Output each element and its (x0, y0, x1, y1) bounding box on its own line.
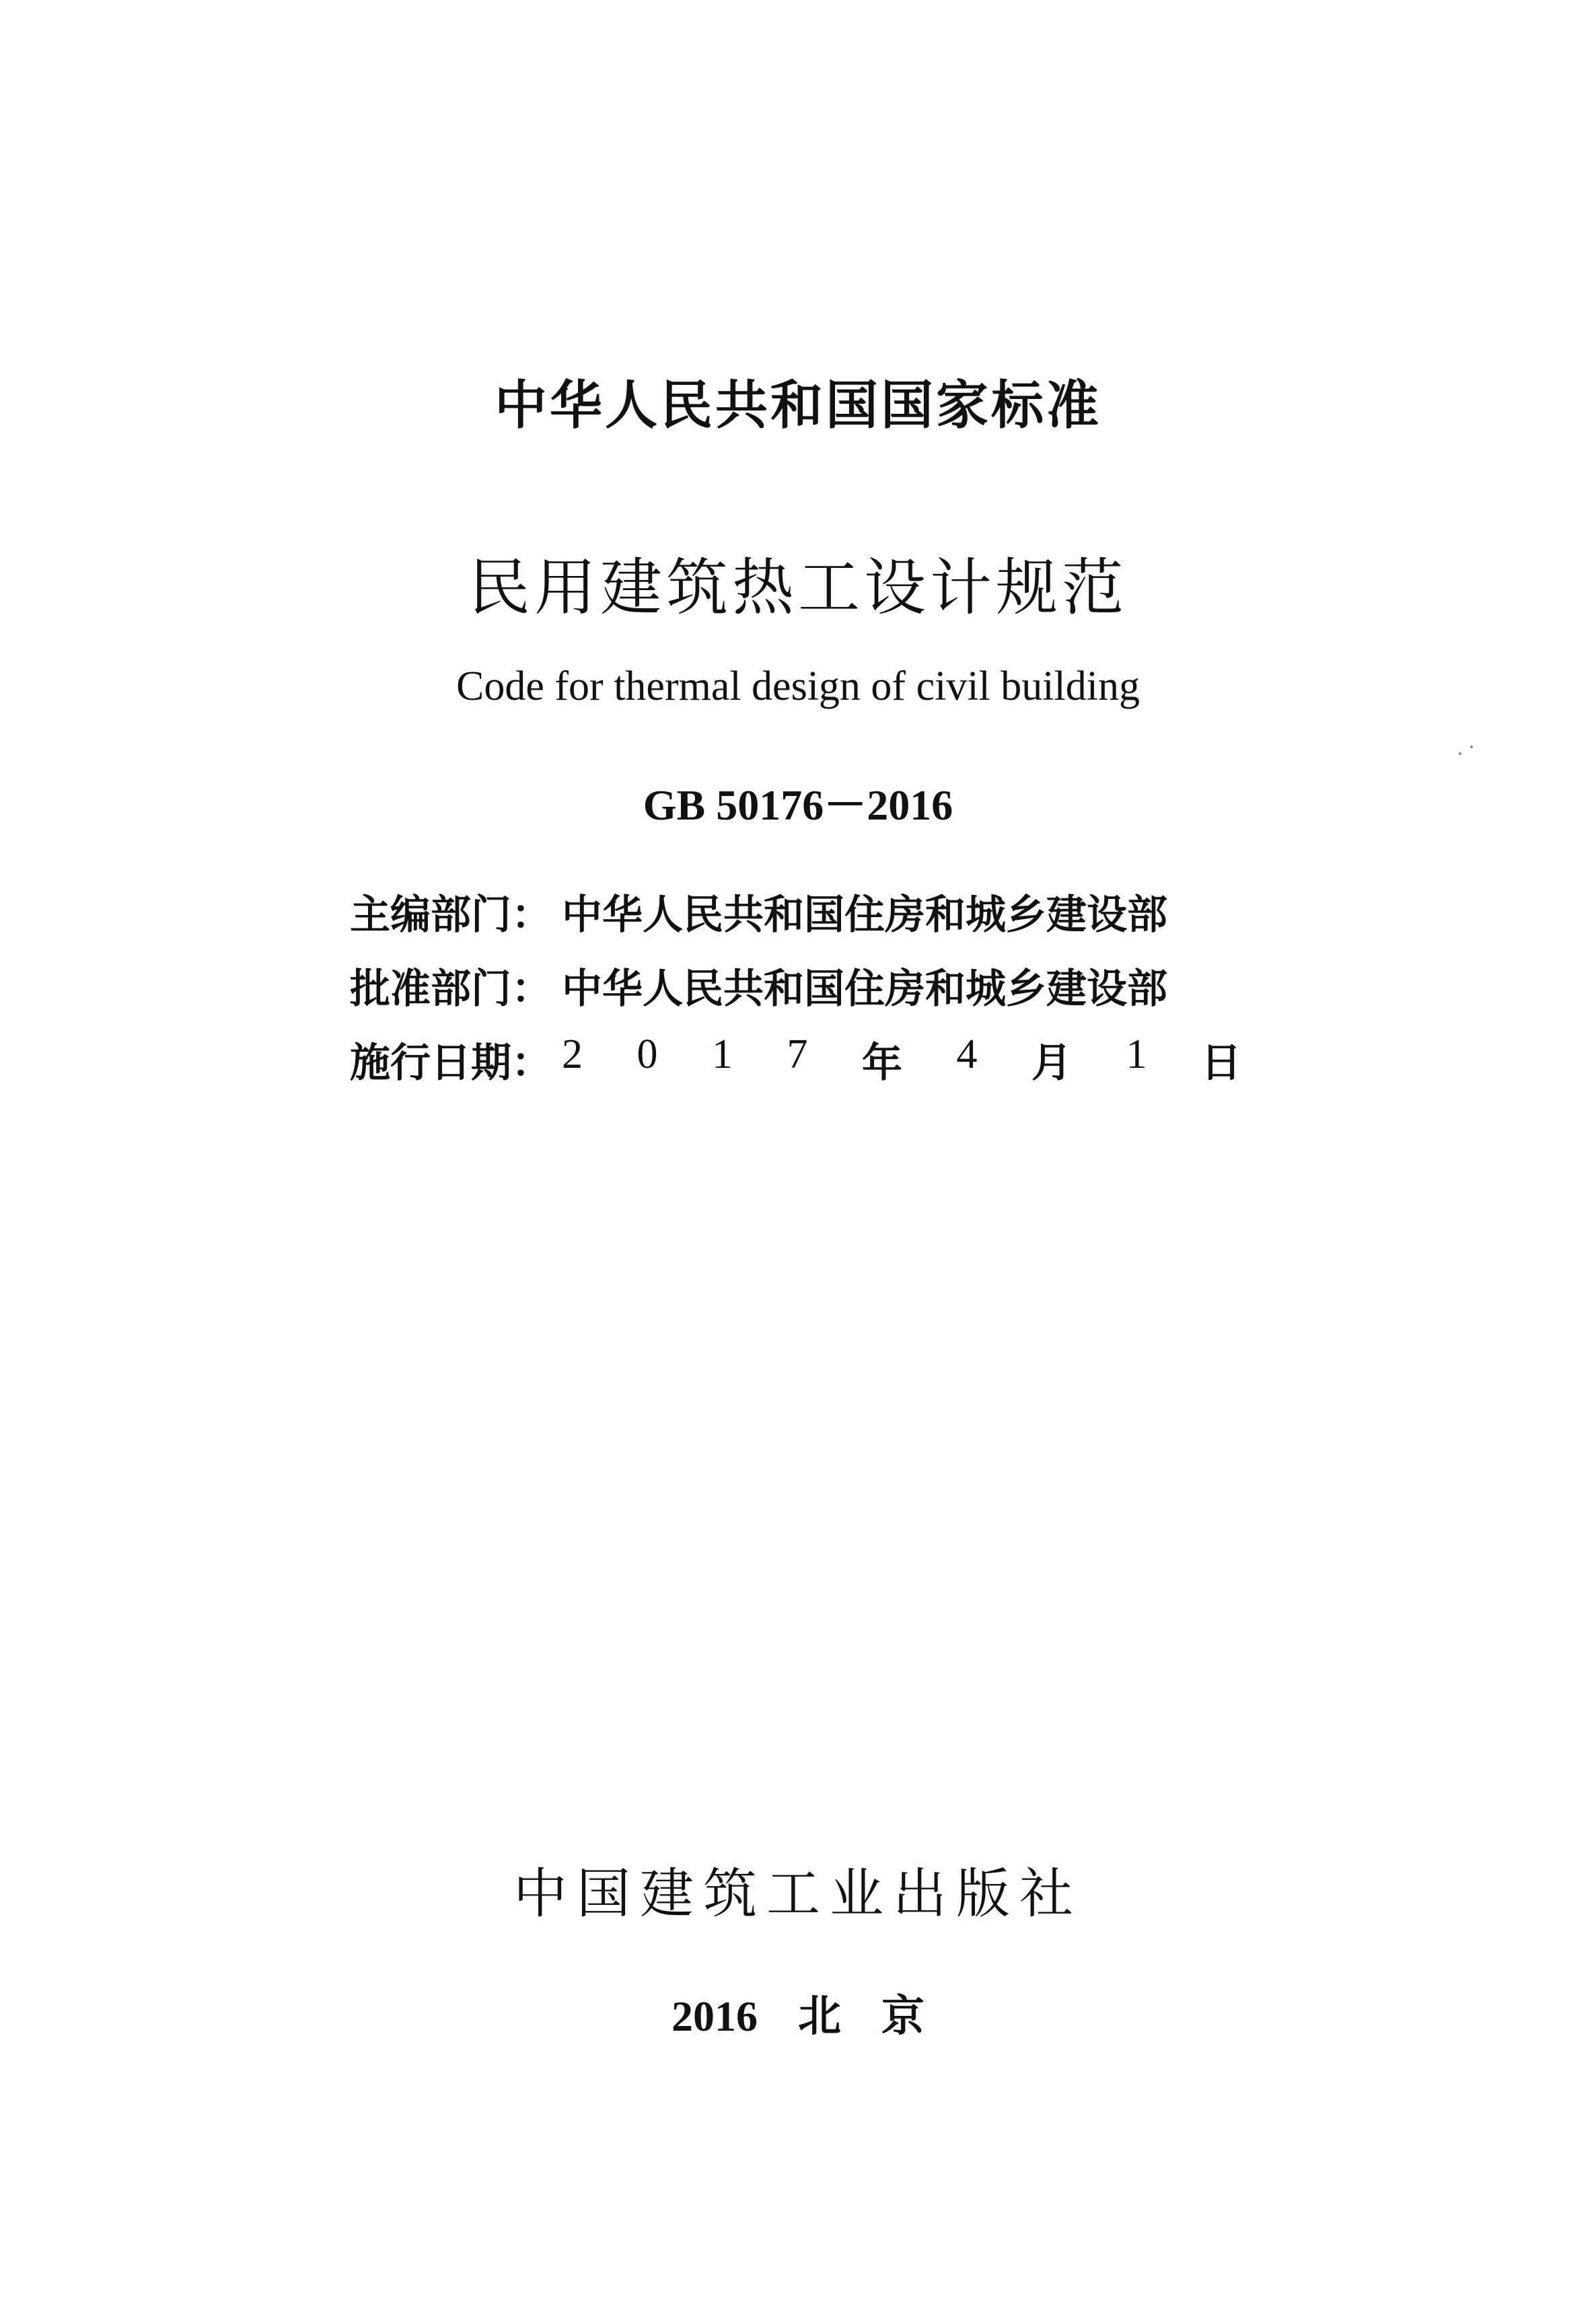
scan-speck (1470, 746, 1473, 748)
english-title: Code for thermal design of civil building (456, 663, 1140, 709)
imprint-year: 2016 (672, 1992, 758, 2040)
chief-editor-value: 中华人民共和国住房和城乡建设部 (562, 892, 1167, 939)
date-day-char: 日 (1201, 1040, 1241, 1087)
effective-date-label: 施行日期： (350, 1040, 552, 1087)
approval-row (350, 949, 1292, 1023)
main-title: 民用建筑热工设计规范 (468, 552, 1128, 624)
approval-label: 批准部门： (350, 966, 552, 1013)
scan-speck (1459, 752, 1461, 755)
standard-code-number: GB 50176－2016 (643, 781, 953, 829)
publisher-name: 中国建筑工业出版社 (513, 1862, 1083, 1925)
approval-value: 中华人民共和国住房和城乡建设部 (562, 966, 1167, 1013)
date-month: 4 (956, 1031, 978, 1077)
imprint-line (0, 1982, 1596, 2043)
imprint-city-char-1: 北 (798, 1992, 841, 2041)
date-month-char: 月 (1031, 1040, 1072, 1087)
date-year-digit-1: 2 (562, 1031, 583, 1077)
chief-editor-row (350, 875, 1292, 949)
date-year-char: 年 (862, 1040, 902, 1087)
date-year-digit-3: 1 (712, 1031, 733, 1077)
effective-date-row (350, 1023, 1292, 1097)
standard-series-title: 中华人民共和国国家标准 (494, 375, 1101, 436)
imprint-city-char-2: 京 (881, 1992, 924, 2041)
date-day: 1 (1126, 1031, 1147, 1077)
date-year-digit-2: 0 (637, 1031, 658, 1077)
chief-editor-label: 主编部门： (350, 892, 552, 939)
issuing-info (350, 875, 1292, 1097)
date-year-digit-4: 7 (787, 1031, 808, 1077)
effective-date-value (562, 1031, 1241, 1089)
